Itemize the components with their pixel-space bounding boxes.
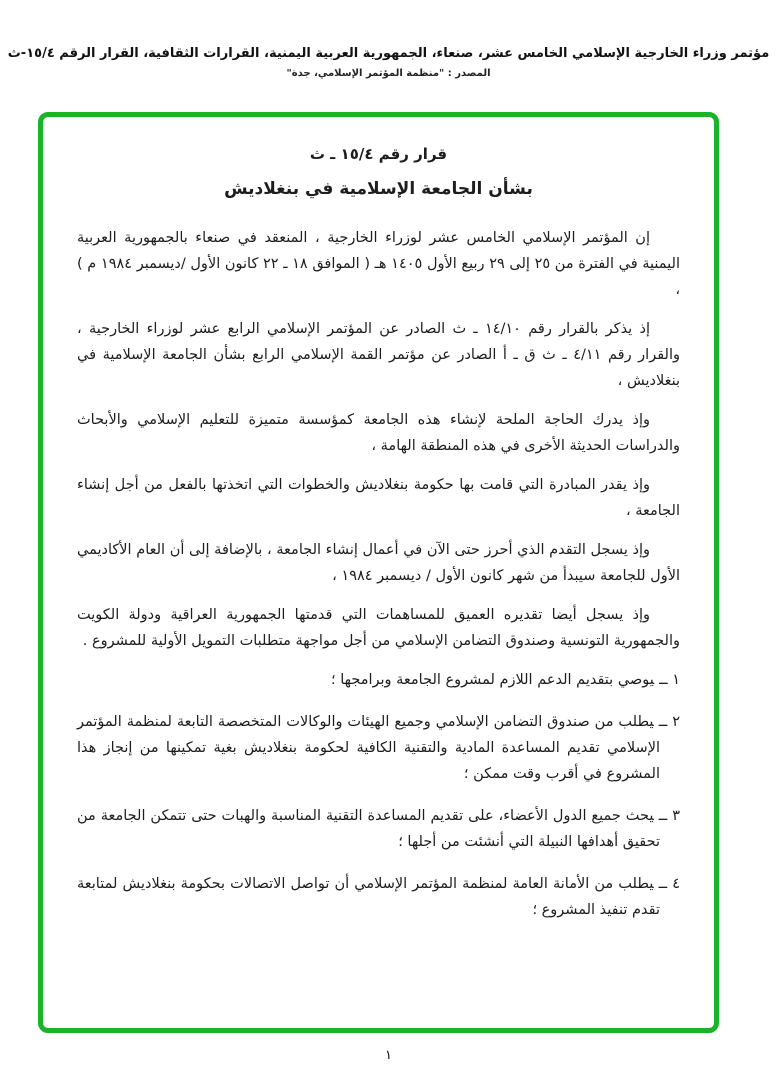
source-line: المصدر : "منظمة المؤتمر الإسلامي، جدة" — [286, 68, 491, 79]
item-text: يطلب من صندوق التضامن الإسلامي وجميع الهيئات والوكالات المتخصصة التابعة لمنظمة المؤتمر الإسلامي تقديم المساعدة المادية والتقنية الكافية لحكومة بنغلاديش بغية تمكينها من إنجاز هذا المشروع في أقرب وقت ممكن ؛ — [77, 714, 660, 782]
preamble-paragraph: وإذ يدرك الحاجة الملحة لإنشاء هذه الجامعة كمؤسسة متميزة للتعليم الإسلامي والأبحاث والدراسات الحديثة الأخرى في هذه المنطقة الهامة ، — [77, 412, 680, 454]
preamble-paragraph: وإذ يسجل أيضا تقديره العميق للمساهمات التي قدمتها الجمهورية العراقية ودولة الكويت والجمهورية التونسية وصندوق التضامن الإسلامي من أجل مواجهة متطلبات التمويل الأولية للمشروع . — [77, 607, 680, 649]
item-text: يطلب من الأمانة العامة لمنظمة المؤتمر الإسلامي أن تواصل الاتصالات بحكومة بنغلاديش لمتابعة تقدم تنفيذ المشروع ؛ — [77, 876, 660, 918]
item-text: يحث جميع الدول الأعضاء، على تقديم المساعدة التقنية المناسبة والهبات حتى تتمكن الجامعة من تحقيق أهدافها النبيلة التي أنشئت من أجلها ؛ — [77, 808, 660, 850]
resolution-number-heading: قرار رقم ١٥/٤ ـ ث — [309, 145, 448, 163]
item-number: ٤ ــ — [658, 876, 680, 892]
item-number: ٣ ــ — [658, 808, 681, 824]
operative-item — [77, 709, 680, 787]
preamble-paragraph: وإذ يسجل التقدم الذي أحرز حتى الآن في أعمال إنشاء الجامعة ، بالإضافة إلى أن العام الأكاديمي الأول للجامعة سيبدأ من شهر كانون الأول / ديسمبر ١٩٨٤ ، — [77, 542, 680, 584]
item-text: يوصي بتقديم الدعم اللازم لمشروع الجامعة وبرامجها ؛ — [331, 672, 655, 688]
preamble-paragraph: إن المؤتمر الإسلامي الخامس عشر لوزراء الخارجية ، المنعقد في صنعاء بالجمهورية العربية اليمنية في الفترة من ٢٥ إلى ٢٩ ربيع الأول ١٤٠٥ هـ ( الموافق ١٨ ـ ٢٢ كانون الأول /ديسمبر ١٩٨٤ م ) ، — [77, 230, 680, 298]
item-number: ٢ ــ — [658, 714, 680, 730]
operative-item — [77, 803, 680, 855]
citation-header: مؤتمر وزراء الخارجية الإسلامي الخامس عشر، صنعاء، الجمهورية العربية اليمنية، القرارات الثقافية، القرار الرقم ١٥/٤-ث — [7, 46, 770, 61]
document-header — [0, 46, 777, 79]
operative-item — [77, 871, 680, 923]
preamble-paragraph: وإذ يقدر المبادرة التي قامت بها حكومة بنغلاديش والخطوات التي اتخذتها بالفعل من أجل إنشاء الجامعة ، — [77, 477, 680, 519]
operative-item — [77, 667, 680, 693]
resolution-frame — [38, 112, 719, 1033]
resolution-subject-heading: بشأن الجامعة الإسلامية في بنغلاديش — [224, 179, 533, 199]
item-number: ١ ــ — [659, 672, 680, 688]
preamble-section — [77, 225, 680, 654]
page-number: ١ — [385, 1048, 392, 1063]
operative-section — [77, 667, 680, 923]
preamble-paragraph: إذ يذكر بالقرار رقم ١٤/١٠ ـ ث الصادر عن المؤتمر الإسلامي الرابع عشر لوزراء الخارجية ، والقرار رقم ٤/١١ ـ ث ق ـ أ الصادر عن مؤتمر القمة الإسلامي الرابع بشأن الجامعة الإسلامية في بنغلاديش ، — [77, 321, 680, 389]
